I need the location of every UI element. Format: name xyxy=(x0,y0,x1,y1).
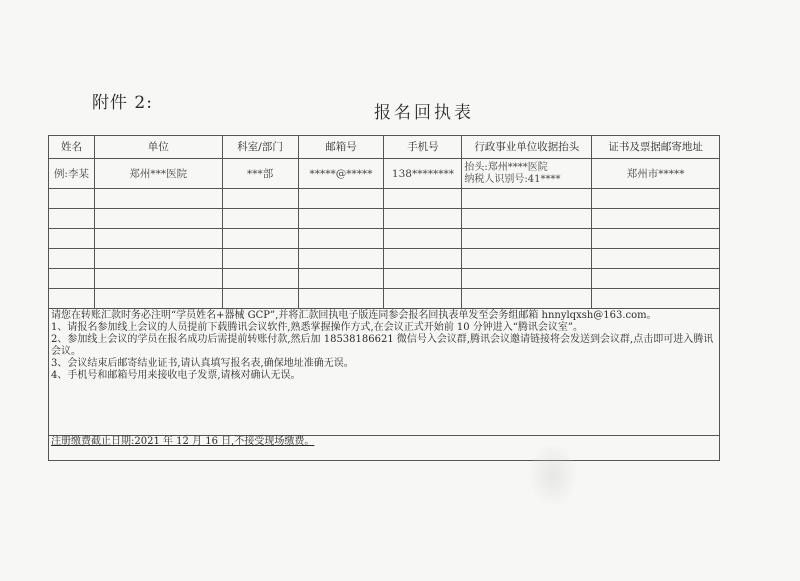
table-cell[interactable] xyxy=(49,289,95,309)
example-receipt xyxy=(462,159,592,189)
example-dept: ***部 xyxy=(222,159,298,189)
table-cell[interactable] xyxy=(384,249,462,269)
page-title: 报名回执表 xyxy=(374,103,474,123)
col-header-name: 姓名 xyxy=(49,136,95,159)
table-cell[interactable] xyxy=(298,249,384,269)
example-receipt-title: 抬头:郑州****医院 xyxy=(464,161,548,173)
notes-row xyxy=(49,309,720,436)
table-cell[interactable] xyxy=(462,209,592,229)
notes-item-2: 2、参加线上会议的学员在报名成功后需提前转账付款,然后加 18538186621 微信号入会议群,腾讯会议邀请链接将会发送到会议群,点击即可进入腾讯会议。 xyxy=(51,334,714,357)
example-address: 郑州市***** xyxy=(592,159,720,189)
example-name: 例:李某 xyxy=(49,159,95,189)
notes-item-1: 1、请报名参加线上会议的人员提前下载腾讯会议软件,熟悉掌握操作方式,在会议正式开始前 10 分钟进入“腾讯会议室”。 xyxy=(51,322,584,333)
table-cell[interactable] xyxy=(384,269,462,289)
table-cell[interactable] xyxy=(222,249,298,269)
example-unit: 郑州***医院 xyxy=(94,159,222,189)
table-cell[interactable] xyxy=(592,289,720,309)
table-cell[interactable] xyxy=(462,269,592,289)
table-cell[interactable] xyxy=(94,269,222,289)
table-cell[interactable] xyxy=(298,189,384,209)
table-cell[interactable] xyxy=(592,229,720,249)
table-cell[interactable] xyxy=(49,189,95,209)
example-receipt-taxid: 纳税人识别号:41**** xyxy=(464,173,561,185)
deadline-cell xyxy=(49,436,720,461)
table-cell[interactable] xyxy=(49,209,95,229)
registration-table xyxy=(48,135,720,461)
notes-item-3: 3、会议结束后邮寄结业证书,请认真填写报名表,确保地址准确无误。 xyxy=(51,358,354,369)
table-header-row xyxy=(49,136,720,159)
table-cell[interactable] xyxy=(384,289,462,309)
table-cell[interactable] xyxy=(462,289,592,309)
table-cell[interactable] xyxy=(592,189,720,209)
table-cell[interactable] xyxy=(222,229,298,249)
notes-cell xyxy=(49,309,720,436)
faint-seal-mark xyxy=(530,445,576,505)
table-cell[interactable] xyxy=(94,249,222,269)
col-header-address: 证书及票据邮寄地址 xyxy=(592,136,720,159)
table-cell[interactable] xyxy=(222,209,298,229)
table-cell[interactable] xyxy=(222,269,298,289)
notes-item-4: 4、手机号和邮箱号用来接收电子发票,请核对确认无误。 xyxy=(51,370,301,381)
table-cell[interactable] xyxy=(384,229,462,249)
table-cell[interactable] xyxy=(94,189,222,209)
table-cell[interactable] xyxy=(298,289,384,309)
table-cell[interactable] xyxy=(592,209,720,229)
example-phone: 138******** xyxy=(384,159,462,189)
example-email: *****@***** xyxy=(298,159,384,189)
notes-intro: 请您在转账汇款时务必注明“学员姓名+器械 GCP”,并将汇款回执电子版连同参会报名回执表单发至会务组邮箱 hnnylqxsh@163.com。 xyxy=(51,310,657,321)
table-row xyxy=(49,209,720,229)
table-cell[interactable] xyxy=(298,269,384,289)
table-cell[interactable] xyxy=(94,289,222,309)
table-cell[interactable] xyxy=(298,229,384,249)
col-header-email: 邮箱号 xyxy=(298,136,384,159)
table-cell[interactable] xyxy=(384,189,462,209)
table-cell[interactable] xyxy=(94,209,222,229)
col-header-phone: 手机号 xyxy=(384,136,462,159)
table-row xyxy=(49,189,720,209)
table-cell[interactable] xyxy=(384,209,462,229)
table-cell[interactable] xyxy=(462,229,592,249)
col-header-receipt: 行政事业单位收据抬头 xyxy=(462,136,592,159)
col-header-unit: 单位 xyxy=(94,136,222,159)
table-row xyxy=(49,249,720,269)
table-cell[interactable] xyxy=(462,249,592,269)
attachment-label: 附件 2: xyxy=(92,93,153,113)
table-cell[interactable] xyxy=(222,189,298,209)
table-cell[interactable] xyxy=(49,229,95,249)
table-row-example xyxy=(49,159,720,189)
table-cell[interactable] xyxy=(222,289,298,309)
table-row xyxy=(49,289,720,309)
table-cell[interactable] xyxy=(49,249,95,269)
col-header-dept: 科室/部门 xyxy=(222,136,298,159)
table-cell[interactable] xyxy=(592,249,720,269)
table-cell[interactable] xyxy=(462,189,592,209)
table-cell[interactable] xyxy=(298,209,384,229)
deadline-text: 注册缴费截止日期:2021 年 12 月 16 日,不接受现场缴费。 xyxy=(51,436,315,447)
deadline-row xyxy=(49,436,720,461)
table-row xyxy=(49,269,720,289)
table-cell[interactable] xyxy=(49,269,95,289)
table-cell[interactable] xyxy=(592,269,720,289)
table-cell[interactable] xyxy=(94,229,222,249)
table-row xyxy=(49,229,720,249)
